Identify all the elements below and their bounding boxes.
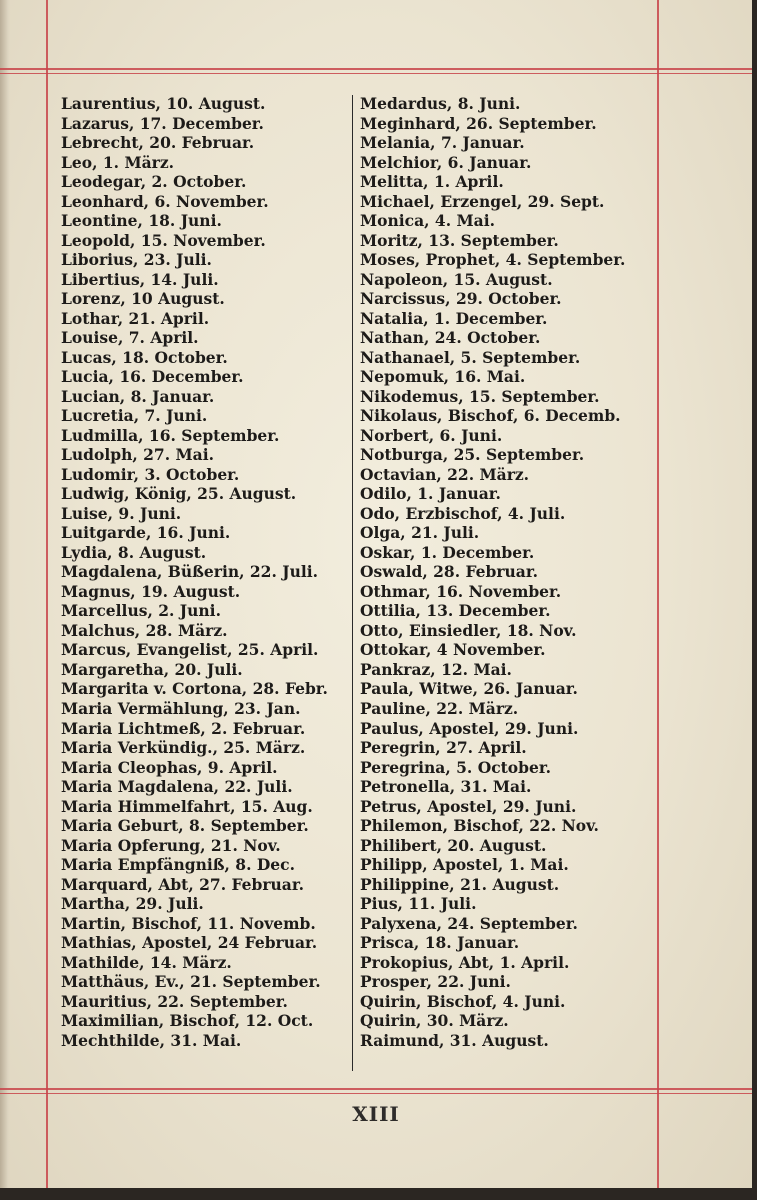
name-list-left (61, 94, 328, 1050)
name-day-entry: Prisca, 18. Januar. (360, 933, 520, 953)
name-day-entry: Maria Lichtmeß, 2. Februar. (61, 718, 306, 738)
name-day-entry: Maria Verkündig., 25. März. (61, 738, 306, 758)
name-day-entry: Luise, 9. Juni. (61, 503, 182, 523)
name-day-entry: Petronella, 31. Mai. (360, 777, 532, 797)
name-day-entry: Pankraz, 12. Mai. (360, 659, 512, 679)
column-divider (352, 95, 353, 1071)
name-day-entry: Mathilde, 14. März. (61, 952, 232, 972)
name-day-entry: Peregrin, 27. April. (360, 738, 527, 758)
name-day-entry: Mechthilde, 31. Mai. (61, 1030, 242, 1050)
name-day-entry: Leodegar, 2. October. (61, 172, 247, 192)
margin-rule-top (0, 68, 752, 70)
name-day-entry: Lorenz, 10 August. (61, 289, 225, 309)
name-day-entry: Liborius, 23. Juli. (61, 250, 212, 270)
name-day-entry: Moritz, 13. September. (360, 230, 559, 250)
name-day-entry: Libertius, 14. Juli. (61, 269, 219, 289)
name-day-entry: Odo, Erzbischof, 4. Juli. (360, 503, 566, 523)
name-day-entry: Medardus, 8. Juni. (360, 94, 521, 113)
name-day-entry: Othmar, 16. November. (360, 581, 562, 601)
name-day-entry: Philemon, Bischof, 22. Nov. (360, 816, 599, 836)
name-day-entry: Marcellus, 2. Juni. (61, 601, 221, 621)
margin-rule-top-thin (0, 73, 752, 74)
name-day-entry: Nikolaus, Bischof, 6. Decemb. (360, 406, 621, 426)
name-day-entry: Olga, 21. Juli. (360, 523, 480, 543)
name-day-entry: Magnus, 19. August. (61, 581, 241, 601)
name-day-entry: Martha, 29. Juli. (61, 894, 204, 914)
page-edge-bottom (0, 1188, 757, 1200)
name-day-entry: Ludolph, 27. Mai. (61, 445, 214, 465)
name-day-entry: Leo, 1. März. (61, 152, 175, 172)
name-day-entry: Mathias, Apostel, 24 Februar. (61, 933, 318, 953)
name-day-entry: Raimund, 31. August. (360, 1030, 549, 1050)
name-day-entry: Martin, Bischof, 11. Novemb. (61, 913, 316, 933)
binding-shadow (0, 0, 10, 1188)
name-day-entry: Maria Vermählung, 23. Jan. (61, 698, 301, 718)
name-day-entry: Notburga, 25. September. (360, 445, 585, 465)
margin-rule-left (46, 0, 48, 1188)
name-day-entry: Ludmilla, 16. September. (61, 425, 280, 445)
name-day-entry: Pauline, 22. März. (360, 698, 519, 718)
name-day-entry: Maximilian, Bischof, 12. Oct. (61, 1011, 314, 1031)
name-day-entry: Melchior, 6. Januar. (360, 152, 532, 172)
name-day-entry: Odilo, 1. Januar. (360, 484, 501, 504)
margin-rule-bottom-thin (0, 1093, 752, 1094)
name-day-entry: Quirin, 30. März. (360, 1011, 509, 1031)
name-day-entry: Philipp, Apostel, 1. Mai. (360, 855, 569, 875)
name-day-entry: Melitta, 1. April. (360, 172, 504, 192)
name-day-entry: Moses, Prophet, 4. September. (360, 250, 626, 270)
name-day-entry: Paulus, Apostel, 29. Juni. (360, 718, 579, 738)
name-day-entry: Quirin, Bischof, 4. Juni. (360, 991, 566, 1011)
name-list-right (360, 94, 625, 1050)
name-day-entry: Lucian, 8. Januar. (61, 386, 215, 406)
name-day-entry: Norbert, 6. Juni. (360, 425, 503, 445)
name-day-entry: Otto, Einsiedler, 18. Nov. (360, 620, 577, 640)
name-day-entry: Margarita v. Cortona, 28. Febr. (61, 679, 328, 699)
margin-rule-bottom (0, 1088, 752, 1090)
name-day-entry: Margaretha, 20. Juli. (61, 659, 243, 679)
name-day-entry: Malchus, 28. März. (61, 620, 228, 640)
name-day-entry: Laurentius, 10. August. (61, 94, 266, 113)
name-day-entry: Palyxena, 24. September. (360, 913, 578, 933)
name-day-entry: Louise, 7. April. (61, 328, 199, 348)
name-day-entry: Maria Empfängniß, 8. Dec. (61, 855, 296, 875)
name-day-entry: Magdalena, Büßerin, 22. Juli. (61, 562, 319, 582)
name-day-entry: Nikodemus, 15. September. (360, 386, 600, 406)
name-day-entry: Meginhard, 26. September. (360, 113, 597, 133)
name-day-entry: Monica, 4. Mai. (360, 211, 495, 231)
name-day-entry: Ottilia, 13. December. (360, 601, 551, 621)
name-day-entry: Nepomuk, 16. Mai. (360, 367, 526, 387)
name-day-entry: Oskar, 1. December. (360, 542, 535, 562)
margin-rule-right (657, 0, 659, 1188)
name-day-entry: Petrus, Apostel, 29. Juni. (360, 796, 577, 816)
name-day-entry: Narcissus, 29. October. (360, 289, 562, 309)
name-day-entry: Lebrecht, 20. Februar. (61, 133, 255, 153)
name-day-entry: Maria Magdalena, 22. Juli. (61, 777, 293, 797)
name-day-entry: Ottokar, 4 November. (360, 640, 546, 660)
name-day-entry: Lucia, 16. December. (61, 367, 244, 387)
page-edge-right (752, 0, 757, 1200)
name-day-entry: Maria Geburt, 8. September. (61, 816, 309, 836)
name-day-entry: Lucretia, 7. Juni. (61, 406, 208, 426)
name-day-entry: Oswald, 28. Februar. (360, 562, 538, 582)
name-day-entry: Leopold, 15. November. (61, 230, 266, 250)
name-day-entry: Ludomir, 3. October. (61, 464, 240, 484)
name-day-entry: Lazarus, 17. December. (61, 113, 264, 133)
name-day-entry: Ludwig, König, 25. August. (61, 484, 297, 504)
name-day-entry: Mauritius, 22. September. (61, 991, 288, 1011)
name-day-entry: Paula, Witwe, 26. Januar. (360, 679, 578, 699)
name-day-entry: Luitgarde, 16. Juni. (61, 523, 231, 543)
name-day-entry: Peregrina, 5. October. (360, 757, 551, 777)
name-day-entry: Leonhard, 6. November. (61, 191, 269, 211)
name-day-entry: Lothar, 21. April. (61, 308, 210, 328)
name-day-entry: Leontine, 18. Juni. (61, 211, 222, 231)
name-day-entry: Matthäus, Ev., 21. September. (61, 972, 321, 992)
name-day-entry: Nathan, 24. October. (360, 328, 541, 348)
name-day-entry: Lucas, 18. October. (61, 347, 228, 367)
name-day-entry: Octavian, 22. März. (360, 464, 530, 484)
name-day-entry: Maria Cleophas, 9. April. (61, 757, 278, 777)
name-day-entry: Philippine, 21. August. (360, 874, 560, 894)
page-number: XIII (352, 1102, 400, 1126)
name-day-entry: Prokopius, Abt, 1. April. (360, 952, 570, 972)
name-day-entry: Napoleon, 15. August. (360, 269, 553, 289)
name-day-entry: Nathanael, 5. September. (360, 347, 581, 367)
name-day-entry: Natalia, 1. December. (360, 308, 548, 328)
name-day-entry: Lydia, 8. August. (61, 542, 207, 562)
name-day-entry: Melania, 7. Januar. (360, 133, 525, 153)
name-day-entry: Maria Opferung, 21. Nov. (61, 835, 281, 855)
name-day-entry: Philibert, 20. August. (360, 835, 547, 855)
name-day-entry: Prosper, 22. Juni. (360, 972, 511, 992)
name-day-entry: Marcus, Evangelist, 25. April. (61, 640, 319, 660)
name-day-entry: Pius, 11. Juli. (360, 894, 477, 914)
name-day-entry: Michael, Erzengel, 29. Sept. (360, 191, 605, 211)
name-day-entry: Marquard, Abt, 27. Februar. (61, 874, 304, 894)
name-day-entry: Maria Himmelfahrt, 15. Aug. (61, 796, 313, 816)
